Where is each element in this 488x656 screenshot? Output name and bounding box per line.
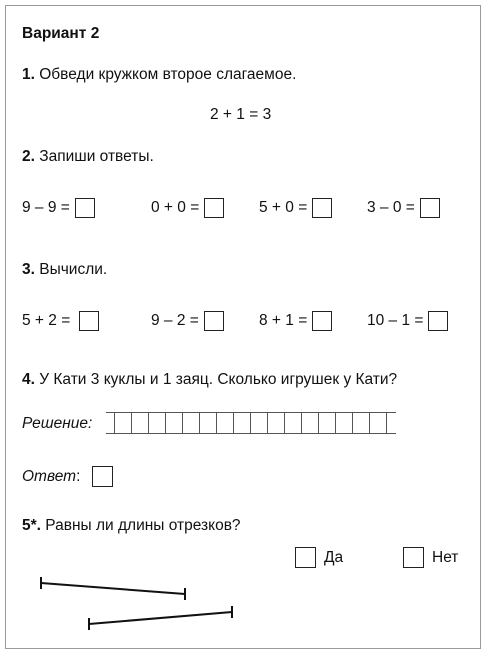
answer-colon: : bbox=[76, 467, 81, 485]
task-3-expression: 10 – 1 = bbox=[367, 312, 424, 329]
segment-2 bbox=[89, 612, 232, 624]
solution-label: Решение: bbox=[22, 415, 93, 432]
option-yes-label: Да bbox=[324, 548, 344, 566]
task-5-text: Равны ли длины отрезков? bbox=[45, 517, 241, 534]
task-4-text: У Кати 3 куклы и 1 заяц. Сколько игрушек у Кати? bbox=[39, 371, 398, 388]
task-2-expression: 3 – 0 = bbox=[367, 199, 415, 216]
task-2-number: 2. bbox=[22, 148, 35, 165]
task-3-text: Вычисли. bbox=[39, 261, 108, 278]
variant-title: Вариант 2 bbox=[22, 25, 100, 42]
task-4-number: 4. bbox=[22, 371, 35, 388]
task-2-expression: 5 + 0 = bbox=[259, 199, 308, 216]
task-3-expression: 8 + 1 = bbox=[259, 312, 308, 329]
task-1-expression[interactable]: 2 + 1 = 3 bbox=[210, 106, 272, 123]
task-2-text: Запиши ответы. bbox=[39, 148, 154, 165]
task-5-number: 5*. bbox=[22, 517, 41, 534]
task-3-expression: 9 – 2 = bbox=[151, 312, 199, 329]
option-no-label: Нет bbox=[432, 548, 459, 566]
answer-label: Ответ bbox=[22, 467, 77, 485]
task-1-text: Обведи кружком второе слагаемое. bbox=[39, 66, 297, 83]
task-3-number: 3. bbox=[22, 261, 35, 278]
task-2-expression: 9 – 9 = bbox=[22, 199, 70, 216]
task-3-expression: 5 + 2 = bbox=[22, 312, 71, 329]
task-1-number: 1. bbox=[22, 66, 35, 83]
task-2-expression: 0 + 0 = bbox=[151, 199, 200, 216]
segment-1 bbox=[41, 583, 185, 594]
